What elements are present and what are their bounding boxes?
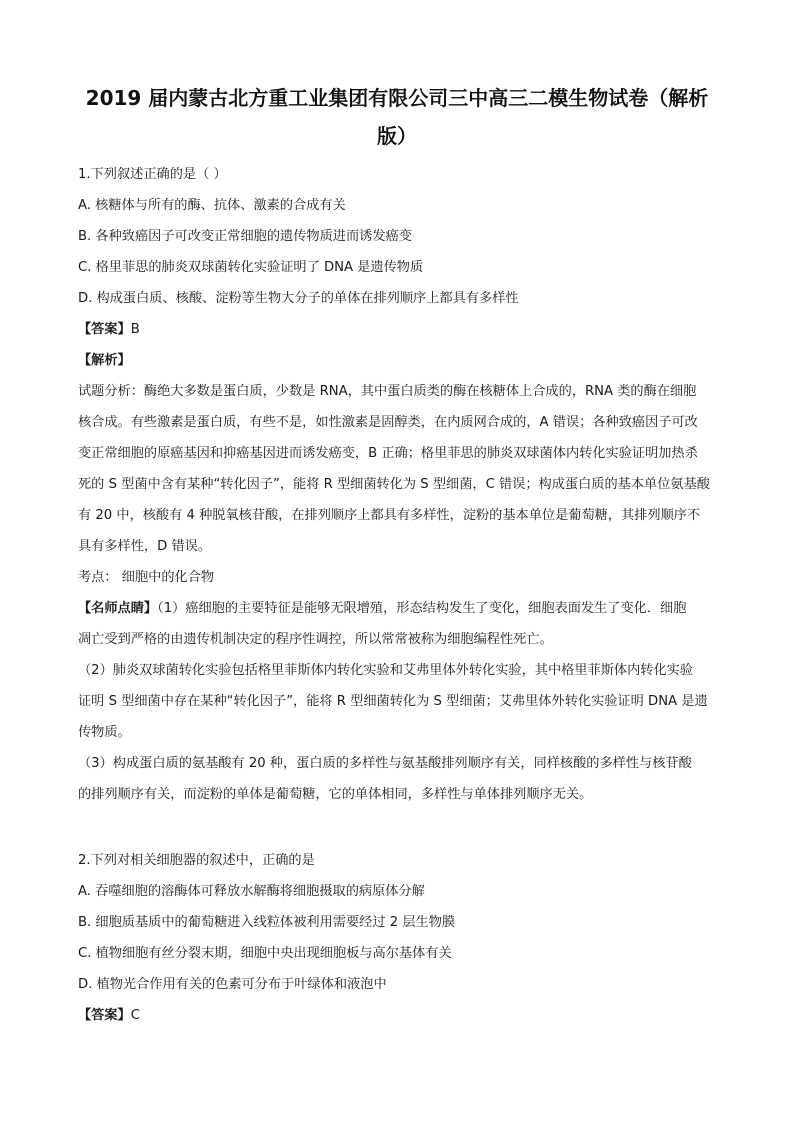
page-title-line-2: 版） [377, 124, 417, 148]
question-1-option-c: C. 格里菲思的肺炎双球菌转化实验证明了 DNA 是遗传物质 [78, 260, 424, 275]
mingshi-line: 的排列顺序有关，而淀粉的单体是葡萄糖，它的单体相同，多样性与单体排列顺序无关。 [78, 787, 593, 802]
question-2-option-a: A. 吞噬细胞的溶酶体可释放水解酶将细胞摄取的病原体分解 [78, 884, 425, 899]
question-1-option-d: D. 构成蛋白质、核酸、淀粉等生物大分子的单体在排列顺序上都具有多样性 [78, 291, 519, 306]
page-title-line-1: 2019 届内蒙古北方重工业集团有限公司三中高三二模生物试卷（解析 [85, 86, 709, 110]
question-1-answer [78, 320, 728, 340]
question-2-option-b: B. 细胞质基质中的葡萄糖进入线粒体被利用需要经过 2 层生物膜 [78, 915, 456, 930]
mingshi-text: （1）癌细胞的主要特征是能够无限增殖，形态结构发生了变化，细胞表面发生了变化．细胞 [157, 601, 687, 616]
question-1-analysis-label: 【解析】 [78, 353, 131, 368]
mingshi-line: （2）肺炎双球菌转化实验包括格里菲斯体内转化实验和艾弗里体外转化实验，其中格里菲斯体内转化实验 [78, 663, 694, 678]
question-1-stem: 1.下列叙述正确的是（ ） [78, 167, 227, 182]
answer-label: 【答案】 [78, 322, 131, 337]
mingshi-line: 传物质。 [78, 725, 131, 740]
analysis-line: 试题分析：酶绝大多数是蛋白质，少数是 RNA，其中蛋白质类的酶在核糖体上合成的，RNA 类的酶在细胞 [78, 384, 697, 399]
analysis-line: 核合成。有些激素是蛋白质，有些不是，如性激素是固醇类，在内质网合成的，A 错误；各种致癌因子可改 [78, 415, 698, 430]
question-1-option-a: A. 核糖体与所有的酶、抗体、激素的合成有关 [78, 198, 346, 213]
analysis-line: 变正常细胞的原癌基因和抑癌基因进而诱发癌变，B 正确；格里菲思的肺炎双球菌体内转化实验证明加热杀 [78, 446, 698, 461]
question-1-option-b: B. 各种致癌因子可改变正常细胞的遗传物质进而诱发癌变 [78, 229, 412, 244]
answer-value: B [130, 322, 140, 337]
mingshi-line: （3）构成蛋白质的氨基酸有 20 种，蛋白质的多样性与氨基酸排列顺序有关，同样核酸的多样性与核苷酸 [78, 756, 692, 771]
kaodian-line: 考点： 细胞中的化合物 [78, 570, 215, 585]
mingshi-label: 【名师点睛】 [78, 601, 158, 616]
answer-value: C [130, 1008, 140, 1023]
mingshi-first-line [78, 599, 728, 619]
question-2-stem: 2.下列对相关细胞器的叙述中，正确的是 [78, 853, 315, 868]
question-2-option-c: C. 植物细胞有丝分裂末期，细胞中央出现细胞板与高尔基体有关 [78, 946, 452, 961]
mingshi-line: 凋亡受到严格的由遗传机制决定的程序性调控，所以常常被称为细胞编程性死亡。 [78, 632, 553, 647]
analysis-line: 有 20 中，核酸有 4 种脱氧核苷酸，在排列顺序上都具有多样性，淀粉的基本单位是葡萄糖，其排列顺序不 [78, 508, 701, 523]
answer-label: 【答案】 [78, 1008, 131, 1023]
analysis-line: 死的 S 型菌中含有某种“转化因子”，能将 R 型细菌转化为 S 型细菌，C 错误；构成蛋白质的基本单位氨基酸 [78, 477, 710, 492]
analysis-line: 具有多样性，D 错误。 [78, 539, 212, 554]
question-2-answer [78, 1006, 728, 1026]
mingshi-line: 证明 S 型细菌中存在某种“转化因子”，能将 R 型细菌转化为 S 型细菌；艾弗里体外转化实验证明 DNA 是遗 [78, 694, 708, 709]
question-2-option-d: D. 植物光合作用有关的色素可分布于叶绿体和液泡中 [78, 977, 387, 992]
